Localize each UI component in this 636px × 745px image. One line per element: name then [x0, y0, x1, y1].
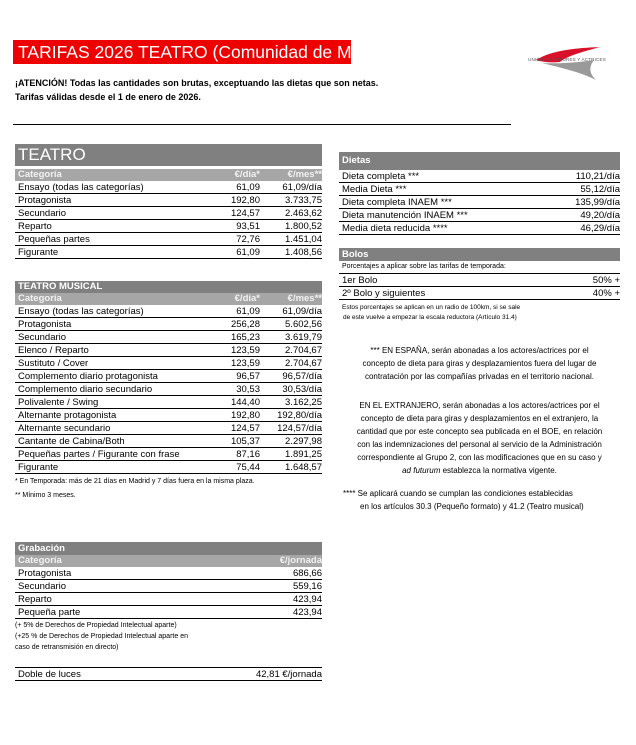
bolos-title: Bolos	[339, 248, 620, 261]
table-row: Media Dieta *** 55,12/día	[339, 183, 620, 196]
note-reducida: **** Se aplicará cuando se cumplan las condiciones establecidas en los artículos 30.3 (Pequeño formato) y 41.2 (Teatro musical)	[343, 489, 584, 511]
table-row: Dieta completa INAEM *** 135,99/día	[339, 196, 620, 209]
bolos-intro: Porcentajes a aplicar sobre las tarifas de temporada:	[339, 261, 620, 274]
table-row: Figurante 75,44 1.648,57	[15, 461, 322, 474]
col-categoria: Categoría	[18, 555, 62, 566]
logo-text: UNIÓN DE ACTORES Y ACTRICES	[528, 57, 606, 62]
table-row: Secundario 165,23 3.619,79	[15, 331, 322, 344]
bolos-note-2: de este vuelve a empezar la escala reductora (Artículo 31.4)	[343, 314, 517, 321]
table-row: Sustituto / Cover 123,59 2.704,67	[15, 357, 322, 370]
table-row: Elenco / Reparto 123,59 2.704,67	[15, 344, 322, 357]
notice-line-1: ¡ATENCIÓN! Todas las cantidades son brutas, exceptuando las dietas que son netas.	[15, 78, 379, 88]
col-categoria: Categoría	[18, 169, 62, 180]
footnote-temporada: * En Temporada: más de 21 días en Madrid y 7 días fuera en la misma plaza.	[15, 478, 255, 485]
table-row: Complemento diario protagonista 96,57 96,57/día	[15, 370, 322, 383]
table-row: Ensayo (todas las categorías) 61,09 61,09/día	[15, 305, 322, 318]
teatro-table	[15, 144, 322, 259]
logo-swoosh-icon	[522, 46, 622, 82]
footnote-minimo: ** Mínimo 3 meses.	[15, 492, 76, 499]
col-categoria: Categoría	[18, 293, 62, 304]
table-row: Reparto 423,94	[15, 593, 322, 606]
table-row: Secundario 559,16	[15, 580, 322, 593]
grabacion-note-5: (+ 5% de Derechos de Propiedad Intelectual aparte)	[15, 622, 177, 629]
table-row: Alternante secundario 124,57 124,57/día	[15, 422, 322, 435]
table-row: Media dieta reducida **** 46,29/día	[339, 222, 620, 235]
table-row: Pequeñas partes / Figurante con frase 87,16 1.891,25	[15, 448, 322, 461]
table-row: 2º Bolo y siguientes 40% +	[339, 287, 620, 300]
dietas-table	[339, 152, 620, 235]
musical-table	[15, 281, 322, 501]
notice	[15, 76, 378, 104]
union-actores-logo	[522, 46, 622, 82]
table-row: Ensayo (todas las categorías) 61,09 61,09/día	[15, 181, 322, 194]
notice-line-2: Tarifas válidas desde el 1 de enero de 2026.	[15, 92, 201, 102]
grabacion-title: Grabación	[15, 542, 322, 555]
grabacion-column-header	[15, 555, 322, 567]
col-mes: €/mes**	[287, 169, 322, 180]
table-row: Secundario 124,57 2.463,62	[15, 207, 322, 220]
bolos-table	[339, 248, 620, 323]
musical-title: TEATRO MUSICAL	[15, 281, 322, 293]
col-dia: €/día*	[234, 169, 260, 180]
table-row: Dieta manutención INAEM *** 49,20/día	[339, 209, 620, 222]
table-row: Reparto 93,51 1.800,52	[15, 220, 322, 233]
table-row: Pequeña parte 423,94	[15, 606, 322, 619]
grabacion-table	[15, 542, 322, 681]
doble-luces-row: Doble de luces 42,81 €/jornada	[15, 667, 322, 681]
table-row: Pequeñas partes 72,76 1.451,04	[15, 233, 322, 246]
col-jornada: €/jornada	[279, 555, 322, 566]
table-row: Figurante 61,09 1.408,56	[15, 246, 322, 259]
bolos-note-1: Estos porcentajes se aplican en un radio de 100km, si se sale	[342, 304, 521, 311]
table-row: Protagonista 256,28 5.602,56	[15, 318, 322, 331]
grabacion-note-25: (+25 % de Derechos de Propiedad Intelectual aparte en	[15, 633, 188, 640]
col-dia: €/día*	[234, 293, 260, 304]
note-extranjero: EN EL EXTRANJERO, serán abonadas a los actores/actrices por el concepto de dieta para giras y desplazamientos en el extranjero, la cantidad que por este concepto sea publicada en el BOE, en relación con las indemnizaciones del personal al servicio de la Administración correspondiente al Grupo 2, con las modificaciones que en su caso y ad futurum establezca la normativa vigente.	[356, 401, 603, 475]
teatro-column-header	[15, 169, 322, 181]
musical-column-header	[15, 293, 322, 305]
page-title: TARIFAS 2026 TEATRO (Comunidad de Madrid)	[13, 40, 351, 64]
table-row: 1er Bolo 50% +	[339, 274, 620, 287]
grabacion-note-25-cont: caso de retransmisión en directo)	[15, 644, 119, 651]
note-espana: *** EN ESPAÑA, serán abonadas a los actores/actrices por el concepto de dieta para giras y desplazamientos fuera del lugar de contratación por las compañías privadas en el territorio nacional.	[362, 346, 597, 381]
table-row: Complemento diario secundario 30,53 30,53/día	[15, 383, 322, 396]
table-row: Protagonista 686,66	[15, 567, 322, 580]
table-row: Cantante de Cabina/Both 105,37 2.297,98	[15, 435, 322, 448]
dietas-title: Dietas	[339, 152, 620, 170]
divider	[13, 124, 511, 125]
table-row: Alternante protagonista 192,80 192,80/día	[15, 409, 322, 422]
teatro-title: TEATRO	[15, 144, 322, 166]
ad-futurum: ad futurum	[402, 466, 441, 475]
col-mes: €/mes**	[287, 293, 322, 304]
table-row: Dieta completa *** 110,21/día	[339, 170, 620, 183]
table-row: Protagonista 192,80 3.733,75	[15, 194, 322, 207]
table-row: Polivalente / Swing 144,40 3.162,25	[15, 396, 322, 409]
